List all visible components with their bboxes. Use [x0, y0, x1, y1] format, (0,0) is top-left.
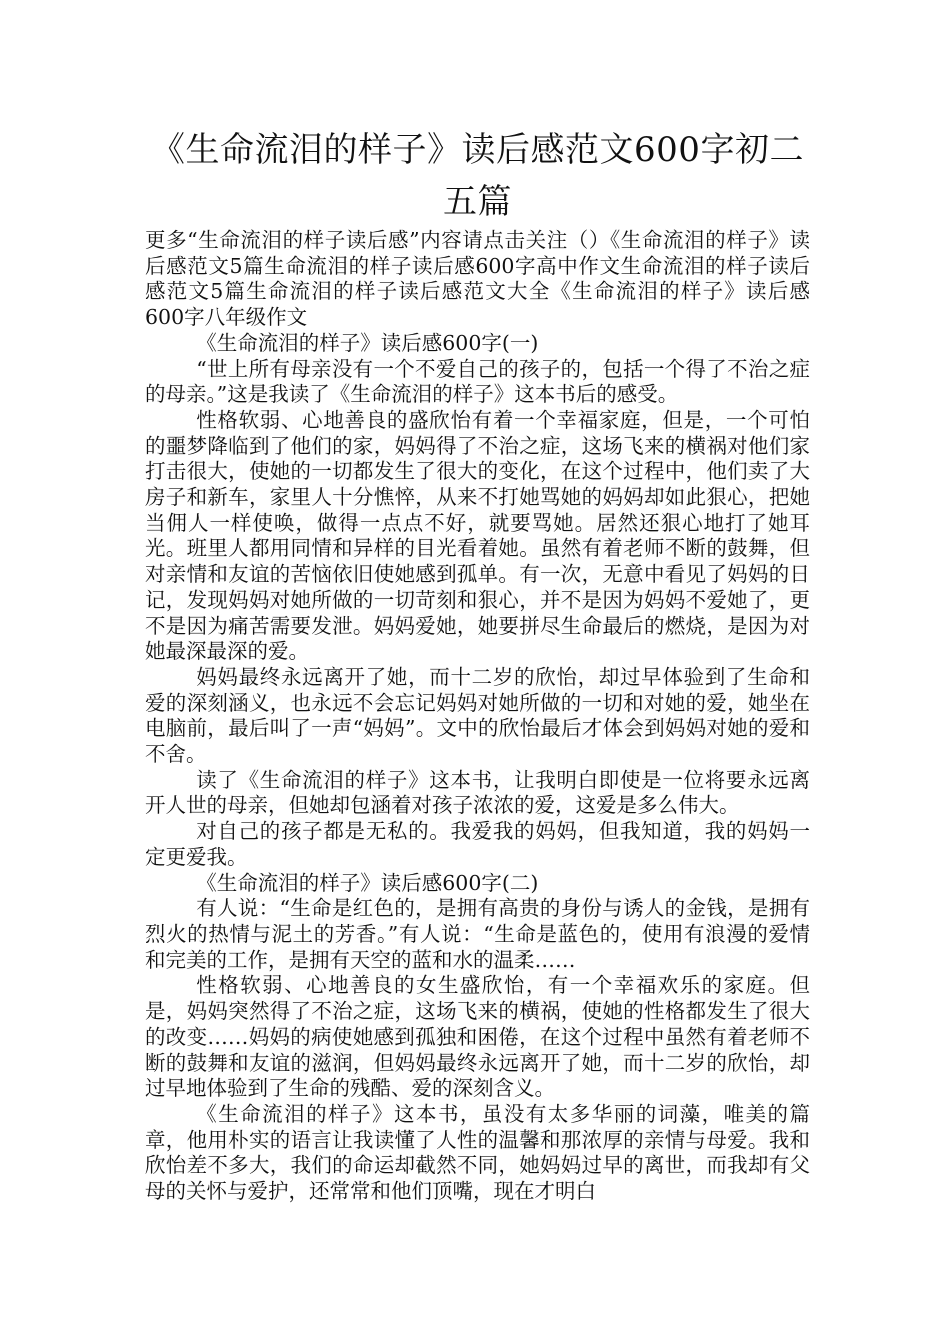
document-title: 《生命流泪的样子》读后感范文600字初二五篇	[151, 130, 804, 222]
body-paragraph: 对自己的孩子都是无私的。我爱我的妈妈，但我知道，我的妈妈一定更爱我。	[145, 819, 810, 869]
intro-paragraph: 更多“生命流泪的样子读后感”内容请点击关注（）《生命流泪的样子》读后感范文5篇生命流泪的样子读后感600字高中作文生命流泪的样子读后感范文5篇生命流泪的样子读后感范文大全《生命流泪的样子》读后感600字八年级作文	[145, 228, 810, 330]
document-page	[145, 124, 810, 1205]
body-paragraph: 性格软弱、心地善良的盛欣怡有着一个幸福家庭，但是，一个可怕的噩梦降临到了他们的家，妈妈得了不治之症，这场飞来的横祸对他们家打击很大，使她的一切都发生了很大的变化，在这个过程中，他们卖了大房子和新车，家里人十分憔悴，从来不打她骂她的妈妈却如此狠心，把她当佣人一样使唤，做得一点点不好，就要骂她。居然还狠心地打了她耳光。班里人都用同情和异样的目光看着她。虽然有着老师不断的鼓舞，但对亲情和友谊的苦恼依旧使她感到孤单。有一次，无意中看见了妈妈的日记，发现妈妈对她所做的一切苛刻和狠心，并不是因为妈妈不爱她了，更不是因为痛苦需要发泄。妈妈爱她，她要拼尽生命最后的燃烧，是因为对她最深最深的爱。	[145, 407, 810, 664]
section-heading-2: 《生命流泪的样子》读后感600字(二)	[196, 870, 539, 895]
body-paragraph: 《生命流泪的样子》这本书，虽没有太多华丽的词藻，唯美的篇章，他用朴实的语言让我读懂了人性的温馨和那浓厚的亲情与母爱。我和欣怡差不多大，我们的命运却截然不同，她妈妈过早的离世，而我却有父母的关怀与爱护，还常常和他们顶嘴，现在才明白	[145, 1101, 810, 1204]
section-heading-1: 《生命流泪的样子》读后感600字(一)	[196, 330, 539, 355]
body-paragraph: 性格软弱、心地善良的女生盛欣怡，有一个幸福欢乐的家庭。但是，妈妈突然得了不治之症，这场飞来的横祸，使她的性格都发生了很大的改变……妈妈的病使她感到孤独和困倦，在这个过程中虽然有着老师不断的鼓舞和友谊的滋润，但妈妈最终永远离开了她，而十二岁的欣怡，却过早地体验到了生命的残酷、爱的深刻含义。	[145, 973, 810, 1101]
document-body	[145, 228, 810, 1205]
body-paragraph: 读了《生命流泪的样子》这本书，让我明白即使是一位将要永远离开人世的母亲，但她却包涵着对孩子浓浓的爱，这爱是多么伟大。	[145, 767, 810, 818]
body-paragraph: 有人说：“生命是红色的，是拥有高贵的身份与诱人的金钱，是拥有烈火的热情与泥土的芳香。”有人说：“生命是蓝色的，使用有浪漫的爱情和完美的工作，是拥有天空的蓝和水的温柔……	[145, 896, 810, 972]
body-paragraph: “世上所有母亲没有一个不爱自己的孩子的，包括一个得了不治之症的母亲。”这是我读了《生命流泪的样子》这本书后的感受。	[145, 356, 810, 407]
body-paragraph: 妈妈最终永远离开了她，而十二岁的欣怡，却过早体验到了生命和爱的深刻涵义，也永远不会忘记妈妈对她所做的一切和对她的爱，她坐在电脑前，最后叫了一声“妈妈”。文中的欣怡最后才体会到妈妈对她的爱和不舍。	[145, 664, 810, 767]
